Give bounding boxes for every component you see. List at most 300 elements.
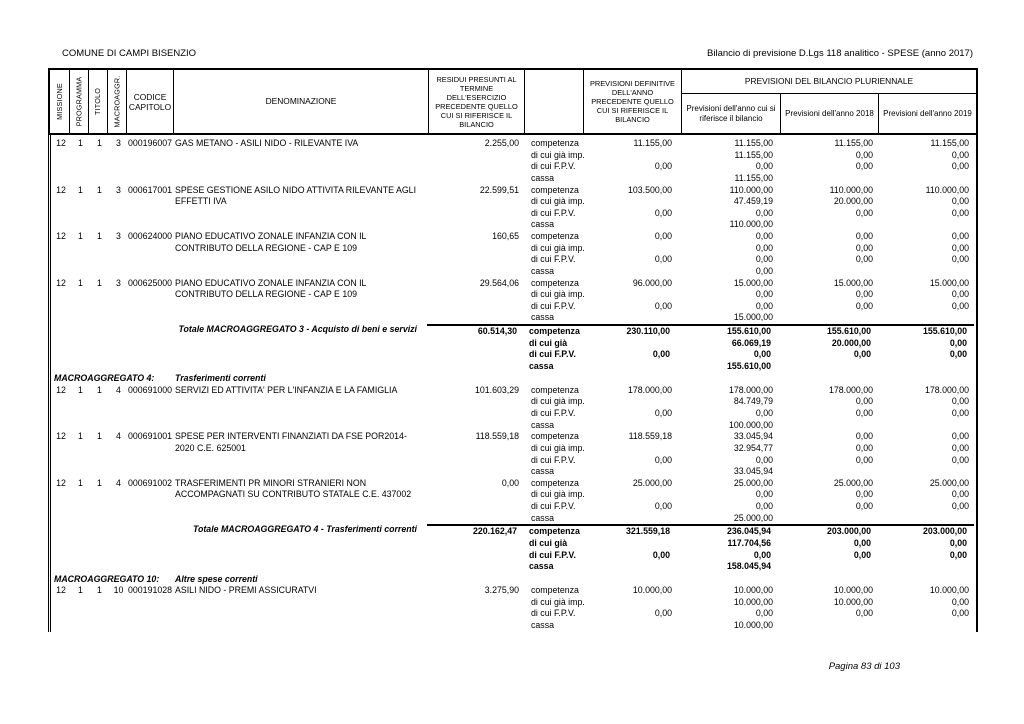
phase-labels	[525, 431, 584, 478]
value: 0,00	[855, 242, 873, 253]
phase-label: cassa	[531, 172, 554, 183]
value: 0,00	[652, 549, 670, 560]
value: 0,00	[853, 349, 871, 360]
value	[584, 243, 672, 255]
phase-labels	[525, 185, 584, 232]
value: 10.000,00	[833, 585, 873, 596]
cell-anno-2019	[879, 231, 976, 278]
cell-anno-2018	[781, 231, 879, 278]
cell-denominazione: PIANO EDUCATIVO ZONALE INFANZIA CON IL CONTRIBUTO DELLA REGIONE - CAP E 109	[175, 277, 367, 300]
value: 25.000,00	[929, 477, 969, 488]
column-header-macroaggr	[108, 70, 127, 133]
value: 0,00	[755, 207, 773, 218]
value: 0,00	[949, 549, 967, 560]
column-header-codice-capitolo	[127, 70, 174, 133]
phase-label: cassa	[529, 360, 554, 371]
value	[582, 561, 670, 573]
cell-codice-capitolo: 000691000	[128, 384, 173, 395]
cell-programma: 1	[78, 184, 83, 195]
value: 110.000,00	[829, 184, 873, 195]
value: 0,00	[755, 608, 773, 619]
value: 47.459,19	[733, 196, 773, 207]
cell-residui	[427, 324, 523, 372]
value	[879, 420, 969, 432]
value: 33.045,94	[733, 466, 773, 477]
cell-programma: 1	[78, 277, 83, 288]
column-header-residui	[429, 70, 525, 133]
cell-programma: 1	[78, 585, 83, 596]
value: 158.045,94	[726, 561, 771, 572]
cell-residui	[429, 138, 525, 185]
value: 0,00	[951, 149, 969, 160]
value: 25.000,00	[632, 477, 672, 488]
value: 0,00	[853, 549, 871, 560]
cell-macroaggr: 4	[116, 384, 121, 395]
value: 0,00	[855, 501, 873, 512]
value	[879, 219, 969, 231]
value: 0,00	[853, 537, 871, 548]
cell-macroaggr: 4	[116, 477, 121, 488]
value	[879, 173, 969, 185]
total-label: Totale MACROAGGREGATO 3 - Acquisto di beni e servizi	[178, 324, 417, 334]
value: 0,00	[951, 396, 969, 407]
page-number: Pagina 83 di 103	[828, 660, 900, 672]
value: 11.155,00	[734, 149, 773, 160]
cell-residui	[429, 185, 525, 232]
phase-label: competenza	[529, 326, 580, 336]
value: 0,00	[755, 242, 773, 253]
cell-anno-riferimento	[682, 231, 781, 278]
value: 32.954,77	[733, 442, 773, 453]
value: 0,00	[855, 289, 873, 300]
value: 110.000,00	[925, 184, 969, 195]
value: 0,00	[855, 161, 873, 172]
cell-missione: 12	[56, 277, 66, 288]
value: 0,00	[654, 231, 672, 241]
value: 84.749,79	[733, 396, 773, 407]
cell-programma: 1	[78, 477, 83, 488]
value: 11.155,00	[734, 172, 773, 183]
value: 0,00	[951, 489, 969, 500]
cell-codice-capitolo: 000191028	[128, 585, 173, 596]
cell-denominazione: TRASFERIMENTI PR MINORI STRANIERI NON ACCOMPAGNATI SU CONTRIBUTO STATALE C.E. 437002	[175, 477, 412, 500]
value: 0,00	[753, 549, 771, 560]
value: 203.000,00	[922, 526, 967, 537]
cell-codice-capitolo: 000691001	[128, 431, 173, 442]
value: 0,00	[951, 501, 969, 512]
value: 155.610,00	[826, 326, 871, 336]
cell-missione: 12	[56, 384, 66, 395]
total-row	[51, 524, 976, 572]
value	[584, 513, 672, 525]
residui-value: 3.275,90	[484, 585, 519, 596]
value: 0,00	[951, 161, 969, 172]
table-row	[51, 585, 976, 632]
cell-programma: 1	[78, 231, 83, 241]
value: 0,00	[855, 442, 873, 453]
phase-label: cassa	[531, 620, 554, 631]
value: 20.000,00	[833, 196, 873, 207]
organization-name: COMUNE DI CAMPI BISENZIO	[62, 48, 197, 59]
value: 0,00	[855, 254, 873, 265]
value: 230.110,00	[626, 326, 670, 336]
value: 0,00	[951, 231, 969, 241]
residui-value: 220.162,47	[472, 526, 517, 537]
phase-label: di cui F.P.V.	[531, 300, 576, 311]
value	[584, 396, 672, 408]
value: 100.000,00	[728, 419, 773, 430]
value: 25.000,00	[833, 477, 873, 488]
cell-anno-2018	[781, 385, 879, 432]
residui-value: 101.603,29	[474, 384, 519, 395]
cell-denominazione: PIANO EDUCATIVO ZONALE INFANZIA CON IL CONTRIBUTO DELLA REGIONE - CAP E 109	[175, 231, 367, 253]
value: 0,00	[951, 207, 969, 218]
value	[584, 266, 672, 278]
value: 33.045,94	[733, 431, 773, 442]
phase-label: competenza	[531, 384, 579, 395]
value	[879, 466, 969, 478]
cell-residui	[427, 524, 523, 572]
cell-anno-2019	[879, 385, 976, 432]
cell-anno-2018	[781, 431, 879, 478]
phase-label: di cui F.P.V.	[531, 254, 576, 265]
phase-label: di cui F.P.V.	[531, 207, 576, 218]
cell-previsioni-definitive	[584, 385, 682, 432]
phase-label: cassa	[531, 265, 554, 276]
value	[584, 620, 672, 632]
phase-label: competenza	[531, 585, 579, 596]
phase-label: cassa	[531, 219, 554, 230]
cell-titolo: 1	[97, 184, 102, 195]
value: 178.000,00	[828, 384, 873, 395]
column-header-denominazione	[174, 70, 429, 133]
phase-labels	[525, 278, 584, 325]
pluriennale-subheaders	[682, 94, 976, 133]
value: 11.155,00	[930, 138, 969, 148]
phase-label: di cui già imp.	[531, 489, 585, 500]
column-header-label: TITOLO	[93, 87, 103, 116]
cell-macroaggr: 10	[113, 585, 124, 596]
phase-label: di cui già	[529, 337, 568, 348]
column-header-label: MACROAGGR.	[112, 75, 122, 128]
value: 10.000,00	[632, 585, 672, 596]
value: 0,00	[755, 408, 773, 419]
column-header-pluriennale	[682, 70, 976, 133]
cell-previsioni-definitive	[582, 524, 680, 572]
value	[781, 513, 873, 525]
table-row	[51, 185, 976, 232]
value	[584, 196, 672, 208]
value	[781, 420, 873, 432]
residui-value: 0,00	[501, 477, 519, 488]
value	[781, 312, 873, 324]
value	[781, 620, 873, 632]
value: 15.000,00	[833, 277, 873, 288]
cell-titolo: 1	[97, 431, 102, 442]
column-header-phase-labels	[525, 70, 584, 133]
section-header-row	[51, 573, 976, 586]
value	[584, 420, 672, 432]
value: 10.000,00	[733, 585, 773, 596]
value: 0,00	[951, 596, 969, 607]
value: 11.155,00	[633, 138, 672, 148]
phase-labels	[523, 524, 582, 572]
value: 0,00	[855, 396, 873, 407]
cell-anno-2019	[879, 138, 976, 185]
cell-codice-capitolo: 000625000	[128, 277, 173, 288]
table-header	[48, 68, 978, 135]
cell-anno-2019	[879, 278, 976, 325]
cell-missione: 12	[56, 231, 66, 241]
value	[582, 338, 670, 350]
cell-denominazione: SPESE GESTIONE ASILO NIDO ATTIVITA RILEVANTE AGLI EFFETTI IVA	[175, 184, 417, 207]
total-row	[51, 324, 976, 372]
value: 110.000,00	[729, 219, 773, 230]
phase-label: cassa	[531, 419, 554, 430]
value	[879, 266, 969, 278]
column-header-programma	[70, 70, 89, 133]
value: 0,00	[755, 489, 773, 500]
cell-macroaggr: 3	[116, 231, 121, 241]
cell-codice-capitolo: 000624000	[128, 231, 173, 241]
cell-previsioni-definitive	[584, 585, 682, 632]
cell-titolo: 1	[97, 231, 102, 241]
value: 117.704,56	[727, 537, 771, 548]
cell-anno-2018	[781, 478, 879, 525]
value: 118.559,18	[628, 431, 672, 442]
value: 25.000,00	[733, 477, 773, 488]
value: 10.000,00	[833, 596, 873, 607]
column-header-label: PROGRAMMA	[74, 76, 84, 127]
value: 321.559,18	[625, 526, 670, 537]
value: 155.610,00	[922, 326, 967, 336]
phase-label: competenza	[531, 277, 579, 288]
value: 15.000,00	[929, 277, 969, 288]
value: 10.000,00	[733, 620, 773, 631]
value: 236.045,94	[726, 526, 771, 537]
cell-anno-2018	[781, 185, 879, 232]
value: 178.000,00	[924, 384, 969, 395]
residui-value: 22.599,51	[479, 184, 519, 195]
value: 0,00	[855, 489, 873, 500]
cell-anno-2018	[781, 278, 879, 325]
document-title: Bilancio di previsione D.Lgs 118 analitico - SPESE (anno 2017)	[707, 48, 973, 59]
value: 0,00	[951, 196, 969, 207]
value: 0,00	[855, 149, 873, 160]
value: 11.155,00	[734, 138, 773, 148]
cell-anno-2018	[779, 324, 877, 372]
cell-previsioni-definitive	[582, 324, 680, 372]
value	[584, 466, 672, 478]
phase-label: cassa	[531, 466, 554, 477]
cell-missione: 12	[56, 477, 66, 488]
value: 25.000,00	[733, 512, 773, 523]
value: 0,00	[654, 454, 672, 465]
value: 178.000,00	[728, 384, 773, 395]
cell-residui	[429, 385, 525, 432]
cell-anno-2019	[879, 478, 976, 525]
phase-label: di cui già	[529, 537, 568, 548]
cell-residui	[429, 585, 525, 632]
value	[582, 361, 670, 373]
phase-label: di cui F.P.V.	[529, 549, 576, 560]
cell-anno-riferimento	[682, 431, 781, 478]
residui-value: 29.564,06	[479, 277, 519, 288]
phase-label: di cui F.P.V.	[531, 408, 576, 419]
cell-macroaggr: 3	[116, 184, 121, 195]
column-header-titolo	[89, 70, 108, 133]
phase-label: di cui F.P.V.	[531, 608, 576, 619]
cell-previsioni-definitive	[584, 278, 682, 325]
value: 10.000,00	[733, 596, 773, 607]
cell-previsioni-definitive	[584, 431, 682, 478]
cell-anno-2019	[879, 431, 976, 478]
cell-anno-riferimento	[682, 478, 781, 525]
pluriennale-title: PREVISIONI DEL BILANCIO PLURIENNALE	[682, 70, 976, 94]
value: 0,00	[951, 300, 969, 311]
column-header-anno-2019: Previsioni dell'anno 2019	[883, 108, 972, 118]
cell-anno-2018	[779, 524, 877, 572]
phase-labels	[525, 385, 584, 432]
value: 0,00	[654, 161, 672, 172]
phase-labels	[525, 231, 584, 278]
macroaggregato-title: Altre spese correnti	[175, 573, 258, 584]
cell-macroaggr: 3	[116, 277, 121, 288]
cell-missione: 12	[56, 431, 66, 442]
phase-label: di cui già imp.	[531, 596, 585, 607]
cell-previsioni-definitive	[584, 138, 682, 185]
cell-codice-capitolo: 000196007	[128, 138, 173, 148]
cell-anno-riferimento	[682, 385, 781, 432]
cell-residui	[429, 278, 525, 325]
value: 0,00	[951, 442, 969, 453]
residui-value: 118.559,18	[475, 431, 519, 442]
value: 0,00	[951, 254, 969, 265]
phase-label: di cui già imp.	[531, 196, 585, 207]
cell-macroaggr: 3	[116, 138, 121, 148]
cell-anno-2019	[879, 585, 976, 632]
macroaggregato-code: MACROAGGREGATO 10:	[54, 573, 160, 584]
phase-labels	[525, 138, 584, 185]
phase-label: cassa	[531, 312, 554, 323]
phase-label: di cui F.P.V.	[531, 454, 576, 465]
value: 0,00	[949, 537, 967, 548]
value	[584, 289, 672, 301]
value: 0,00	[654, 300, 672, 311]
value	[781, 266, 873, 278]
value: 0,00	[855, 408, 873, 419]
value: 0,00	[951, 242, 969, 253]
value: 103.500,00	[627, 184, 672, 195]
value: 66.069,19	[731, 337, 771, 348]
value	[584, 173, 672, 185]
residui-value: 2.255,00	[484, 138, 519, 148]
cell-previsioni-definitive	[584, 185, 682, 232]
value: 0,00	[855, 431, 873, 442]
phase-label: di cui F.P.V.	[529, 349, 576, 360]
cell-denominazione: SERVIZI ED ATTIVITA' PER L'INFANZIA E LA FAMIGLIA	[175, 384, 398, 395]
value: 0,00	[855, 608, 873, 619]
cell-titolo: 1	[97, 585, 102, 596]
value: 20.000,00	[831, 337, 871, 348]
value	[879, 513, 969, 525]
cell-codice-capitolo: 000617001	[128, 184, 173, 195]
cell-anno-2019	[877, 324, 974, 372]
value	[584, 489, 672, 501]
value: 0,00	[654, 254, 672, 265]
cell-anno-riferimento	[680, 324, 779, 372]
document-header	[48, 48, 974, 59]
cell-anno-2019	[879, 185, 976, 232]
phase-label: di cui F.P.V.	[531, 161, 576, 172]
value: 0,00	[654, 408, 672, 419]
value: 10.000,00	[929, 585, 969, 596]
phase-label: competenza	[531, 431, 579, 442]
residui-value: 160,65	[492, 231, 519, 241]
value: 15.000,00	[733, 312, 773, 323]
phase-label: cassa	[529, 561, 554, 572]
value: 0,00	[652, 349, 670, 360]
phase-labels	[525, 585, 584, 632]
value	[779, 561, 871, 573]
cell-residui	[429, 431, 525, 478]
value: 0,00	[855, 207, 873, 218]
column-header-label: PREVISIONI DEFINITIVE DELL'ANNO PRECEDENTE QUELLO CUI SI RIFERISCE IL BILANCIO	[589, 79, 675, 124]
table-row	[51, 478, 976, 525]
column-header-label: RESIDUI PRESUNTI AL TERMINE DELL'ESERCIZIO PRECEDENTE QUELLO CUI SI RIFERISCE IL BILANCIO	[435, 74, 518, 129]
value	[781, 466, 873, 478]
cell-missione: 12	[56, 184, 66, 195]
cell-programma: 1	[78, 138, 83, 148]
macroaggregato-title: Trasferimenti correnti	[175, 373, 266, 384]
cell-titolo: 1	[97, 384, 102, 395]
value	[584, 150, 672, 162]
table-row	[51, 278, 976, 325]
value	[879, 620, 969, 632]
value: 0,00	[654, 207, 672, 218]
phase-label: competenza	[531, 184, 579, 195]
cell-anno-2019	[877, 524, 974, 572]
column-header-anno-riferimento: Previsioni dell'anno cui si riferisce il bilancio	[682, 94, 781, 133]
total-label: Totale MACROAGGREGATO 4 - Trasferimenti correnti	[192, 524, 417, 535]
value: 15.000,00	[733, 277, 773, 288]
value: 0,00	[855, 454, 873, 465]
cell-titolo: 1	[97, 138, 102, 148]
phase-label: di cui già imp.	[531, 149, 585, 160]
value: 0,00	[951, 289, 969, 300]
value	[584, 597, 672, 609]
table-row	[51, 431, 976, 478]
page-footer	[48, 661, 974, 672]
value: 0,00	[951, 454, 969, 465]
value: 0,00	[755, 254, 773, 265]
value: 0,00	[654, 501, 672, 512]
cell-previsioni-definitive	[584, 478, 682, 525]
phase-label: di cui già imp.	[531, 289, 585, 300]
value: 11.155,00	[834, 138, 873, 148]
value	[582, 538, 670, 550]
value	[781, 219, 873, 231]
cell-anno-riferimento	[682, 138, 781, 185]
value: 0,00	[654, 608, 672, 619]
phase-label: di cui F.P.V.	[531, 501, 576, 512]
cell-anno-riferimento	[682, 278, 781, 325]
phase-label: competenza	[529, 526, 580, 537]
table-body	[48, 135, 978, 632]
phase-label: competenza	[531, 231, 579, 241]
cell-previsioni-definitive	[584, 231, 682, 278]
value	[584, 443, 672, 455]
